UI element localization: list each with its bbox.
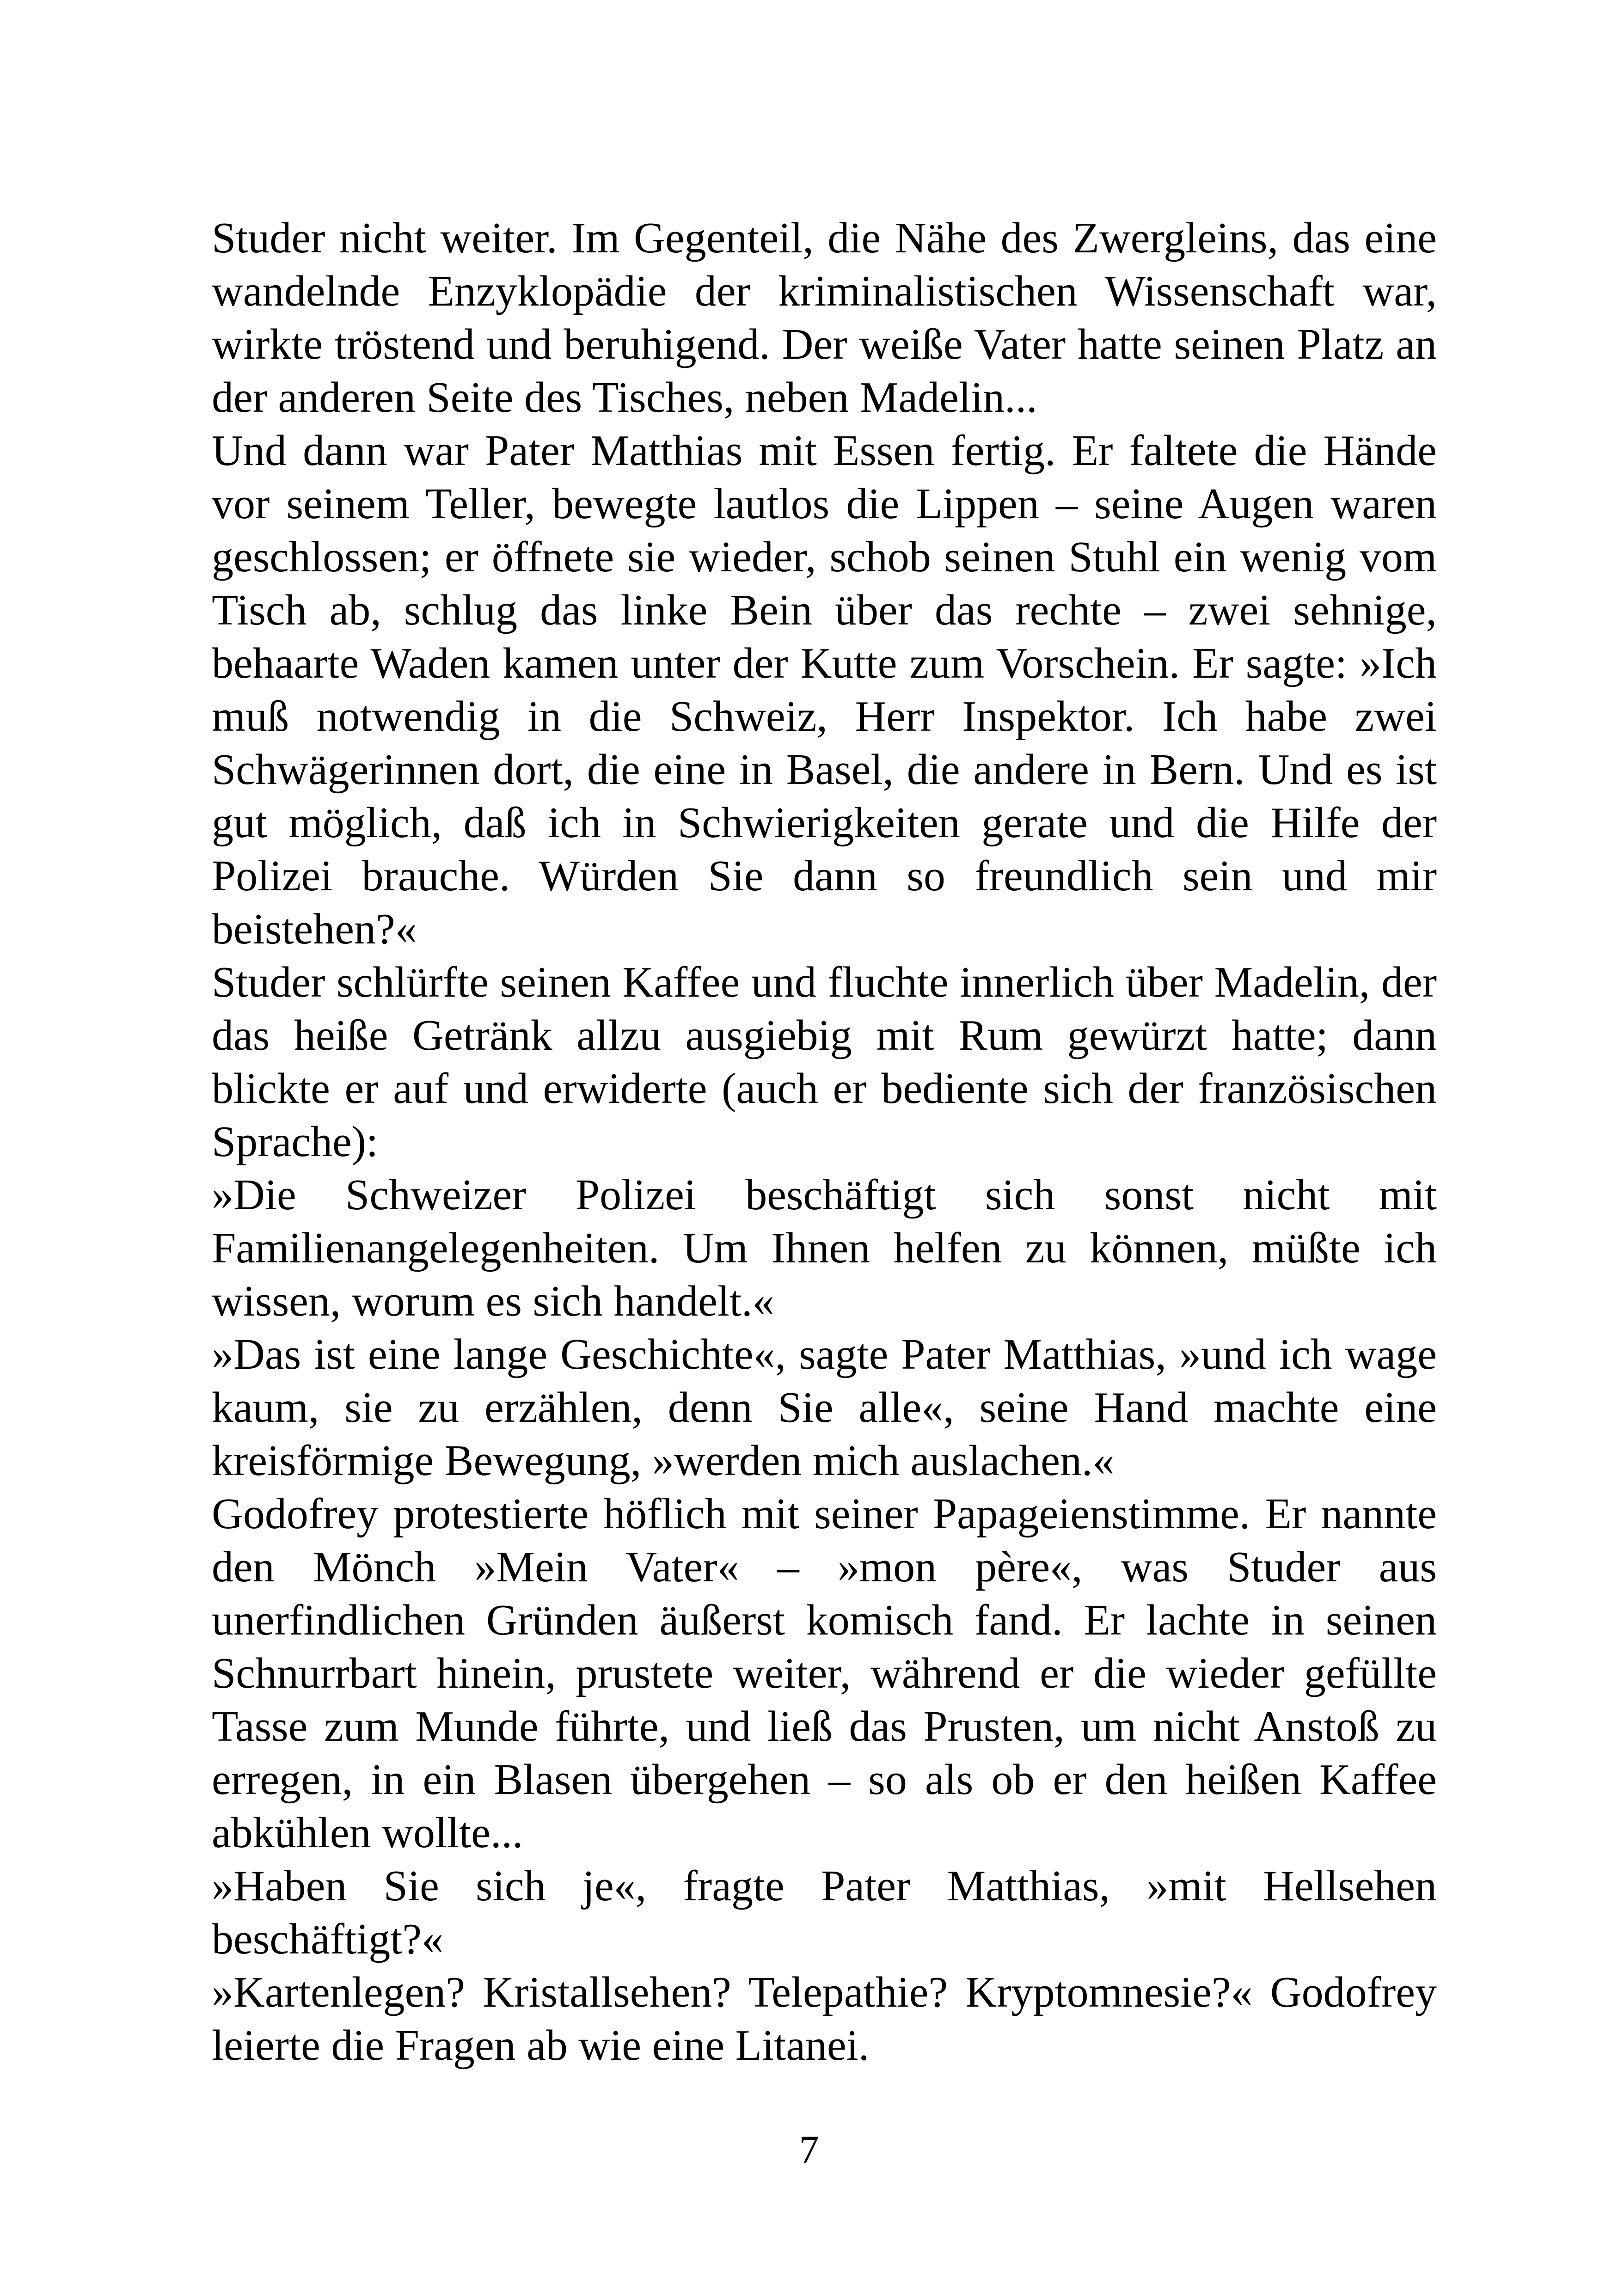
body-text xyxy=(212,212,1437,2072)
paragraph: Godofrey protestierte höflich mit seiner Papageienstimme. Er nannte den Mönch »Mein Vater« – »mon père«, was Studer aus unerfindlichen Gründen äußerst komisch fand. Er lachte in seinen Schnurrbart hinein, prustete weiter, während er die wieder gefüllte Tasse zum Munde führte, und ließ das Prusten, um nicht Anstoß zu erregen, in ein Blasen übergehen – so als ob er den heißen Kaffee abkühlen wollte... xyxy=(212,1490,1437,1857)
paragraph: »Haben Sie sich je«, fragte Pater Matthias, »mit Hellsehen beschäftigt?« xyxy=(212,1862,1437,1963)
paragraph: »Die Schweizer Polizei beschäftigt sich sonst nicht mit Familienangelegenheiten. Um Ihnen helfen zu können, müßte ich wissen, worum es sich handelt.« xyxy=(212,1171,1437,1325)
paragraph: Studer schlürfte seinen Kaffee und fluchte innerlich über Madelin, der das heiße Getränk allzu ausgiebig mit Rum gewürzt hatte; dann blickte er auf und erwiderte (auch er bediente sich der französischen Sprache): xyxy=(212,958,1437,1166)
paragraph: Studer nicht weiter. Im Gegenteil, die Nähe des Zwergleins, das eine wandelnde Enzyklopädie der kriminalistischen Wissenschaft war, wirkte tröstend und beruhigend. Der weiße Vater hatte seinen Platz an der anderen Seite des Tisches, neben Madelin... xyxy=(212,214,1437,422)
paragraph: »Das ist eine lange Geschichte«, sagte Pater Matthias, »und ich wage kaum, sie zu erzählen, denn Sie alle«, seine Hand machte eine kreisförmige Bewegung, »werden mich auslachen.« xyxy=(212,1330,1437,1485)
paragraph: »Kartenlegen? Kristallsehen? Telepathie? Kryptomnesie?« Godofrey leierte die Fragen ab wie eine Litanei. xyxy=(212,1968,1437,2069)
paragraph: Und dann war Pater Matthias mit Essen fertig. Er faltete die Hände vor seinem Teller, bewegte lautlos die Lippen – seine Augen waren geschlossen; er öffnete sie wieder, schob seinen Stuhl ein wenig vom Tisch ab, schlug das linke Bein über das rechte – zwei sehnige, behaarte Waden kamen unter der Kutte zum Vorschein. Er sagte: »Ich muß notwendig in die Schweiz, Herr Inspektor. Ich habe zwei Schwägerinnen dort, die eine in Basel, die andere in Bern. Und es ist gut möglich, daß ich in Schwierigkeiten gerate und die Hilfe der Polizei brauche. Würden Sie dann so freundlich sein und mir beistehen?« xyxy=(212,427,1437,953)
page-number: 7 xyxy=(799,2127,819,2172)
